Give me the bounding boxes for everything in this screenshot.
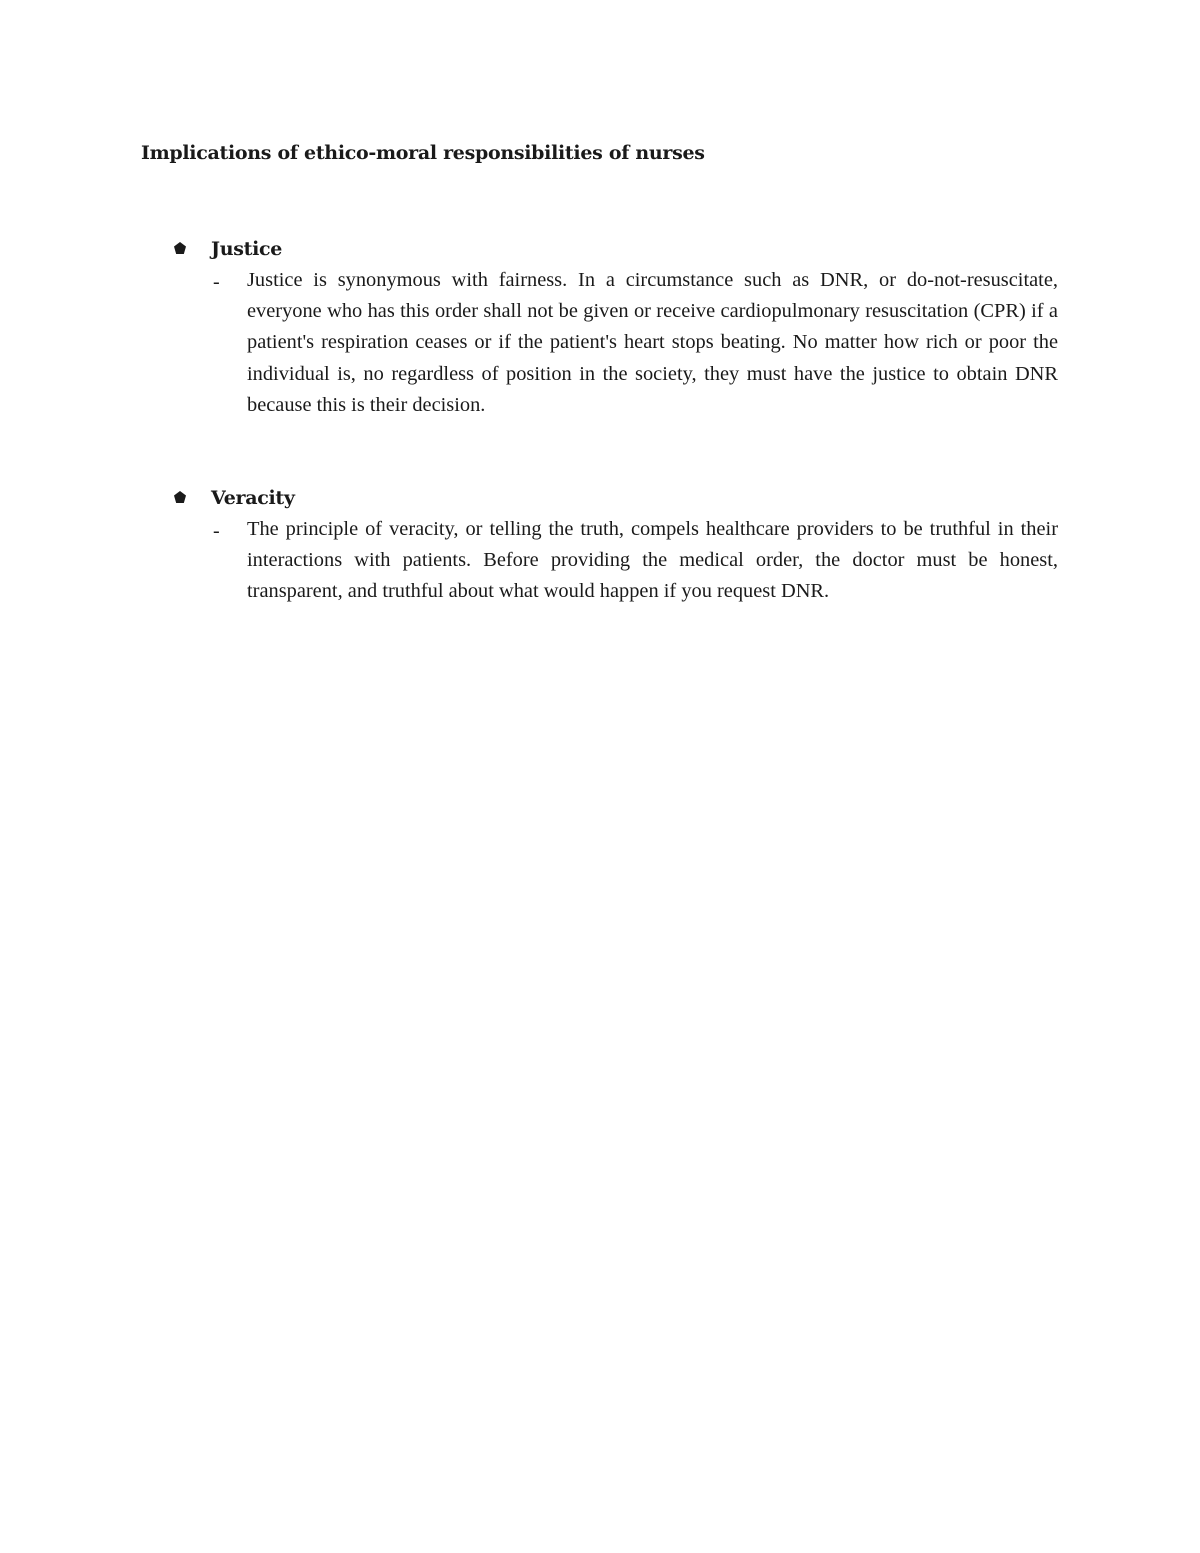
section-paragraph-veracity: The principle of veracity, or telling the truth, compels healthcare providers to be truthful in their interactions with patients. Before providing the medical order, the doctor must be honest, transparent, and truthful about what would happen if you request DNR.: [247, 518, 1058, 603]
bullet-icon: [174, 242, 186, 254]
dash-marker: -: [213, 520, 220, 542]
dash-marker: -: [213, 271, 220, 293]
section-heading-veracity: Veracity: [211, 487, 295, 509]
section-paragraph-justice: Justice is synonymous with fairness. In a circumstance such as DNR, or do-not-resuscitate, everyone who has this order shall not be given or receive cardiopulmonary resuscitation (CPR) if a patient's respiration ceases or if the patient's heart stops beating. No matter how rich or poor the individual is, no regardless of position in the society, they must have the justice to obtain DNR because this is their decision.: [247, 269, 1058, 416]
section-heading-justice: Justice: [211, 238, 283, 260]
bullet-icon: [174, 491, 186, 503]
document-title: Implications of ethico-moral responsibilities of nurses: [141, 142, 705, 164]
